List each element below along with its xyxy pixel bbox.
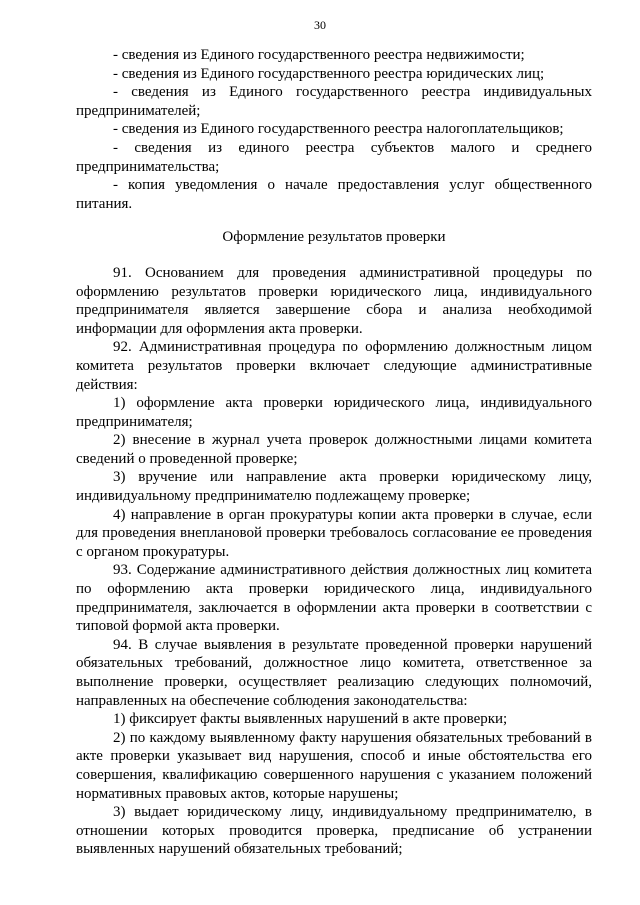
list-item-entrepreneurs-registry: - сведения из Единого государственного реестра индивидуальных предпринимателей; xyxy=(76,84,592,119)
list-item-real-estate-registry: - сведения из Единого государственного реестра недвижимости; xyxy=(113,47,525,63)
list-item-taxpayers-registry: - сведения из Единого государственного реестра налогоплательщиков; xyxy=(113,121,564,138)
paragraph-94-item-1: 1) фиксирует факты выявленных нарушений в акте проверки; xyxy=(113,711,508,728)
paragraph-92-item-2: 2) внесение в журнал учета проверок должностными лицами комитета сведений о проведенной проверке; xyxy=(76,432,592,467)
list-item-catering-notice: - копия уведомления о начале предоставления услуг общественного питания. xyxy=(76,177,592,212)
section-heading: Оформление результатов проверки xyxy=(222,229,446,246)
paragraph-92-item-4: 4) направление в орган прокуратуры копии акта проверки в случае, если для проведения внеплановой проверки требовалось согласование ее проведения с органом прокуратуры. xyxy=(76,506,592,560)
paragraph-94-item-2: 2) по каждому выявленному факту нарушения обязательных требований в акте проверки указывает вид нарушения, способ и иные обстоятельства его совершения, квалификацию совершенного нарушения с указанием положений нормативных правовых актов, которые нарушены; xyxy=(76,729,592,802)
list-item-legal-entities-registry: - сведения из Единого государственного реестра юридических лиц; xyxy=(113,65,545,82)
page-number: 30 xyxy=(314,18,326,32)
paragraph-94: 94. В случае выявления в результате проведенной проверки нарушений обязательных требований, должностное лицо комитета, ответственное за выполнение проверки, осуществляет реализацию следующих полномочий, направленных на обеспечение соблюдения законодательства: xyxy=(76,636,592,709)
paragraph-93: 93. Содержание административного действия должностных лиц комитета по оформлению акта проверки юридического лица, индивидуального предпринимателя, заключается в оформлении акта проверки в соответствии с типовой формой акта проверки. xyxy=(76,562,592,635)
list-item-small-business-registry: - сведения из единого реестра субъектов малого и среднего предпринимательства; xyxy=(76,139,592,175)
paragraph-92: 92. Административная процедура по оформлению должностным лицом комитета результатов проверки включает следующие административные действия: xyxy=(76,339,592,393)
paragraph-94-item-3: 3) выдает юридическому лицу, индивидуальному предпринимателю, в отношении которых проводится проверка, предписание об устранении выявленных нарушений обязательных требований; xyxy=(76,804,592,858)
paragraph-91: 91. Основанием для проведения административной процедуры по оформлению результатов проверки юридического лица, индивидуального предпринимателя является завершение сбора и анализа необходимой информации для оформления акта проверки. xyxy=(76,264,592,337)
paragraph-92-item-1: 1) оформление акта проверки юридического лица, индивидуального предпринимателя; xyxy=(76,395,592,430)
document-body xyxy=(76,46,592,859)
paragraph-92-item-3: 3) вручение или направление акта проверки юридическому лицу, индивидуальному предпринимателю подлежащему проверке; xyxy=(76,469,592,505)
